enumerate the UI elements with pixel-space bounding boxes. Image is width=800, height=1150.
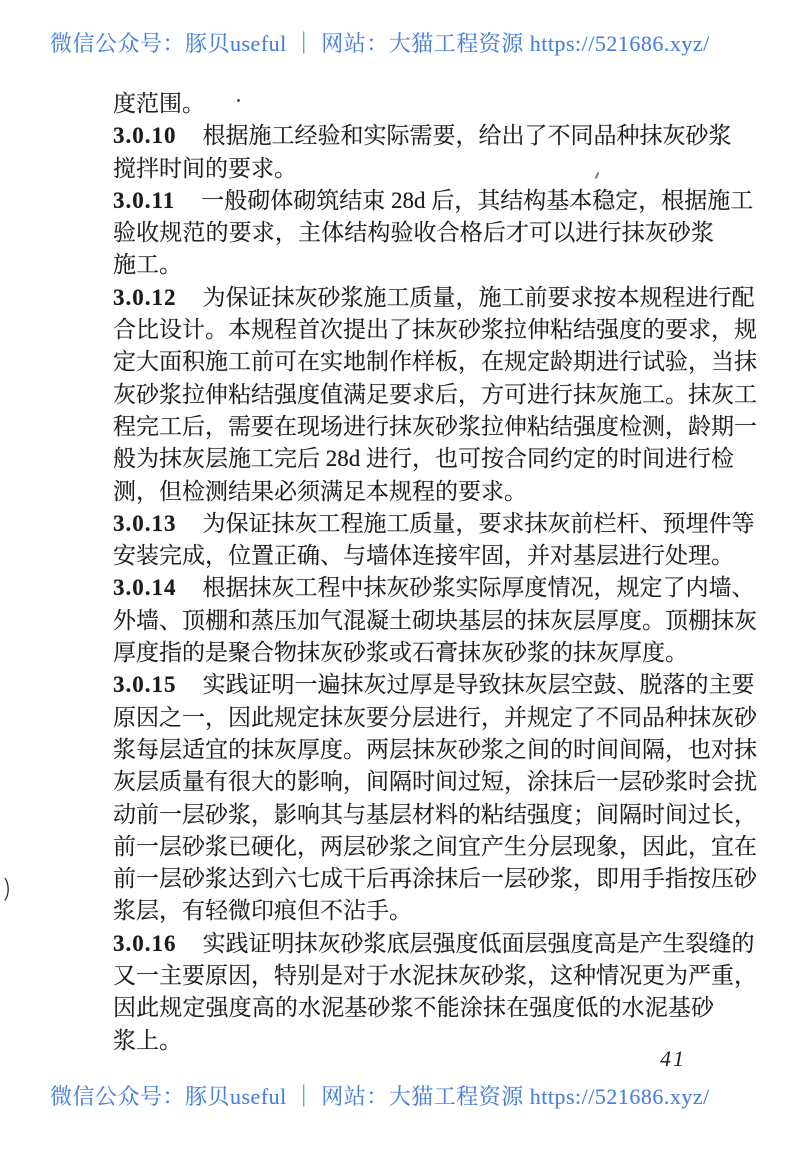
text-line	[113, 411, 757, 443]
document-body	[113, 88, 757, 1057]
text-line-content: 定大面积施工前可在实地制作样板，在规定龄期进行试验，当抹	[113, 349, 757, 375]
text-line	[113, 766, 757, 798]
text-line	[113, 120, 732, 152]
text-line	[113, 185, 754, 217]
text-line-content: 般为抹灰层施工完后 28d 进行，也可按合同约定的时间进行检	[113, 446, 734, 472]
text-line	[113, 1025, 714, 1057]
text-line	[113, 249, 714, 281]
clause-number: 3.0.12	[113, 284, 177, 310]
text-line-content: 施工。	[113, 252, 182, 278]
clause-number: 3.0.16	[113, 930, 177, 956]
text-line	[113, 863, 757, 895]
clause-number: 3.0.10	[113, 123, 177, 149]
text-line	[113, 799, 757, 831]
text-line-content: 原因之一，因此规定抹灰要分层进行，并规定了不同品种抹灰砂	[113, 704, 757, 730]
clause-number: 3.0.11	[113, 187, 176, 213]
text-line	[113, 282, 755, 314]
text-line	[113, 88, 714, 120]
text-line	[113, 637, 714, 669]
text-line-content: 度范围。	[113, 91, 205, 116]
text-line-content: 又一主要原因，特别是对于水泥抹灰砂浆，这种情况更为严重，	[113, 963, 757, 989]
text-line-content: 实践证明抹灰砂浆底层强度低面层强度高是产生裂缝的	[202, 930, 755, 956]
footer-watermark: 微信公众号：豚贝useful ｜ 网站：大猫工程资源 https://521686.xyz/	[50, 1084, 710, 1109]
text-line-content: 浆上。	[113, 1027, 182, 1053]
text-line-content: 前一层砂浆已硬化，两层砂浆之间宜产生分层现象，因此，宜在	[113, 833, 757, 859]
scan-margin-artifact: ）	[4, 878, 18, 904]
clause-number: 3.0.13	[113, 510, 177, 536]
text-line	[113, 669, 755, 701]
text-line-content: 根据施工经验和实际需要，给出了不同品种抹灰砂浆	[202, 123, 732, 149]
text-line-content: 测，但检测结果必须满足本规程的要求。	[113, 478, 527, 504]
text-line	[113, 153, 714, 185]
text-line-content: 实践证明一遍抹灰过厚是导致抹灰层空鼓、脱落的主要	[202, 672, 755, 698]
text-line	[113, 960, 757, 992]
text-line	[113, 346, 757, 378]
text-line	[113, 992, 714, 1024]
text-line-content: 合比设计。本规程首次提出了抹灰砂浆拉伸粘结强度的要求，规	[113, 317, 757, 343]
text-line	[113, 540, 734, 572]
text-line-content: 前一层砂浆达到六七成干后再涂抹后一层砂浆，即用手指按压砂	[113, 866, 757, 892]
text-line	[113, 217, 714, 249]
text-line-content: 搅拌时间的要求。	[113, 155, 297, 181]
text-line	[113, 734, 757, 766]
text-line-content: 验收规范的要求，主体结构验收合格后才可以进行抹灰砂浆	[113, 220, 714, 246]
text-line	[113, 928, 755, 960]
text-line	[113, 572, 755, 604]
clause-number: 3.0.15	[113, 672, 177, 698]
text-line	[113, 508, 755, 540]
text-line-content: 动前一层砂浆，影响其与基层材料的粘结强度；间隔时间过长，	[113, 801, 757, 827]
text-line	[113, 443, 734, 475]
text-line	[113, 379, 757, 411]
text-line-content: 浆每层适宜的抹灰厚度。两层抹灰砂浆之间的时间间隔，也对抹	[113, 736, 757, 762]
scan-speck	[237, 99, 240, 102]
text-line-content: 厚度指的是聚合物抹灰砂浆或石膏抹灰砂浆的抹灰厚度。	[113, 640, 688, 666]
text-line-content: 灰层质量有很大的影响，间隔时间过短，涂抹后一层砂浆时会扰	[113, 769, 757, 795]
text-line	[113, 605, 757, 637]
clause-number: 3.0.14	[113, 575, 177, 601]
header-watermark: 微信公众号：豚贝useful ｜ 网站：大猫工程资源 https://521686.xyz/	[50, 31, 710, 56]
text-line	[113, 831, 757, 863]
text-line-content: 因此规定强度高的水泥基砂浆不能涂抹在强度低的水泥基砂	[113, 995, 714, 1021]
text-line-content: 灰砂浆拉伸粘结强度值满足要求后，方可进行抹灰施工。抹灰工	[113, 381, 757, 407]
text-line-content: 外墙、顶棚和蒸压加气混凝土砌块基层的抹灰层厚度。顶棚抹灰	[113, 607, 757, 633]
text-line	[113, 895, 714, 927]
text-line-content: 为保证抹灰砂浆施工质量，施工前要求按本规程进行配	[202, 284, 755, 310]
text-line-content: 为保证抹灰工程施工质量，要求抹灰前栏杆、预埋件等	[202, 510, 755, 536]
text-line-content: 程完工后，需要在现场进行抹灰砂浆拉伸粘结强度检测，龄期一	[113, 413, 757, 439]
text-line-content: 浆层，有轻微印痕但不沾手。	[113, 898, 412, 924]
text-line	[113, 702, 757, 734]
page-number: 41	[660, 1046, 686, 1071]
text-line-content: 安装完成，位置正确、与墙体连接牢固，并对基层进行处理。	[113, 543, 734, 569]
text-line	[113, 314, 757, 346]
text-line	[113, 476, 714, 508]
text-line-content: 一般砌体砌筑结束 28d 后，其结构基本稳定，根据施工	[201, 187, 754, 213]
text-line-content: 根据抹灰工程中抹灰砂浆实际厚度情况，规定了内墙、	[202, 575, 755, 601]
